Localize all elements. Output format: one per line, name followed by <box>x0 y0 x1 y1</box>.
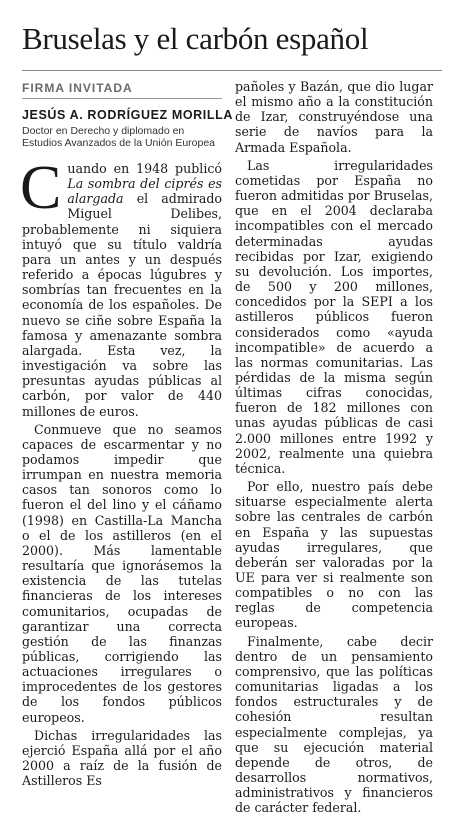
headline-divider <box>22 70 442 71</box>
article-paragraph-3-start: Dichas irregularidades las ejerció España allá por el año 2000 a raíz de la fusión de Astilleros Es <box>22 727 222 789</box>
paragraph-1-rest: el admirado Miguel Delibes, probablemente ni siquiera intuyó que su título valdría para un antes y un después referido a épocas lúgubres y sombrías tan frecuentes en la economía de los españoles. De nuevo se ciñe sobre España la famosa y amenazante sombra alargada. Esta vez, la investigación va sobre las presuntas ayudas públicas al carbón, por valor de 440 millones de euros. <box>22 191 222 419</box>
article-paragraph-3-end: pañoles y Bazán, que dio lugar el mismo año a la constitución de Izar, construyéndose una serie de navíos para la Armada Española. <box>235 79 433 155</box>
headline: Bruselas y el carbón español <box>22 21 369 56</box>
article-column-left <box>20 76 233 791</box>
paragraph-1-intro: uando en 1948 publicó <box>67 161 222 176</box>
book-title: La sombra del ciprés es alargada <box>67 176 222 207</box>
section-label: FIRMA INVITADA <box>22 81 133 95</box>
article-paragraph-5: Por ello, nuestro país debe situarse especialmente alerta sobre las centrales de carbón en España y las supuestas ayudas irregulares, que deberán ser valoradas por la UE para ver si realmente son compatibles o no con las reglas de competencia europeas. <box>235 479 433 631</box>
article-column-right <box>235 79 433 819</box>
drop-cap: C <box>20 154 62 222</box>
section-divider <box>22 98 222 99</box>
article-paragraph-2: Conmueve que no seamos capaces de escarmentar y no podamos impedir que irrumpan en nuestra memoria casos tan sonoros como lo fueron el del lino y el cáñamo (1998) en Castilla-La Mancha o el de los astilleros (en el 2000). Más lamentable resultaría que ignorásemos la existencia de las tutelas financieras de los intereses comunitarios, ocupadas de garantizar una correcta gestión de las finanzas públicas, corrigiendo las actuaciones irregulares o improcedentes de los gestores de los fondos públicos europeos. <box>22 421 222 725</box>
article-paragraph-4: Las irregularidades cometidas por España no fueron admitidas por Bruselas, que en el 2004 declaraba incompatibles con el mercado determinadas ayudas recibidas por Izar, exigiendo su devolución. Los importes, de 500 y 200 millones, concedidos por la SEPI a los astilleros públicos fueron considerados como «ayuda incompatible» de acuerdo a las normas comunitarias. Las pérdidas de la misma según últimas cifras conocidas, fueron de 182 millones con unas ayudas públicas de casi 2.000 millones entre 1992 y 2002, realmente una quiebra técnica. <box>235 157 433 476</box>
author-name: JESÚS A. RODRÍGUEZ MORILLA <box>22 108 233 122</box>
author-credentials: Doctor en Derecho y diplomado en Estudios Avanzados de la Unión Europea <box>22 125 216 149</box>
article-paragraph-1 <box>20 154 222 419</box>
article-paragraph-6: Finalmente, cabe decir dentro de un pensamiento comprensivo, que las políticas comunitarias ligadas a los fondos estructurales y de cohesión resultan especialmente complejas, ya que su ejecución material depende de otros, de desarrollos normativos, administrativos y financieros de carácter federal. <box>235 633 433 816</box>
